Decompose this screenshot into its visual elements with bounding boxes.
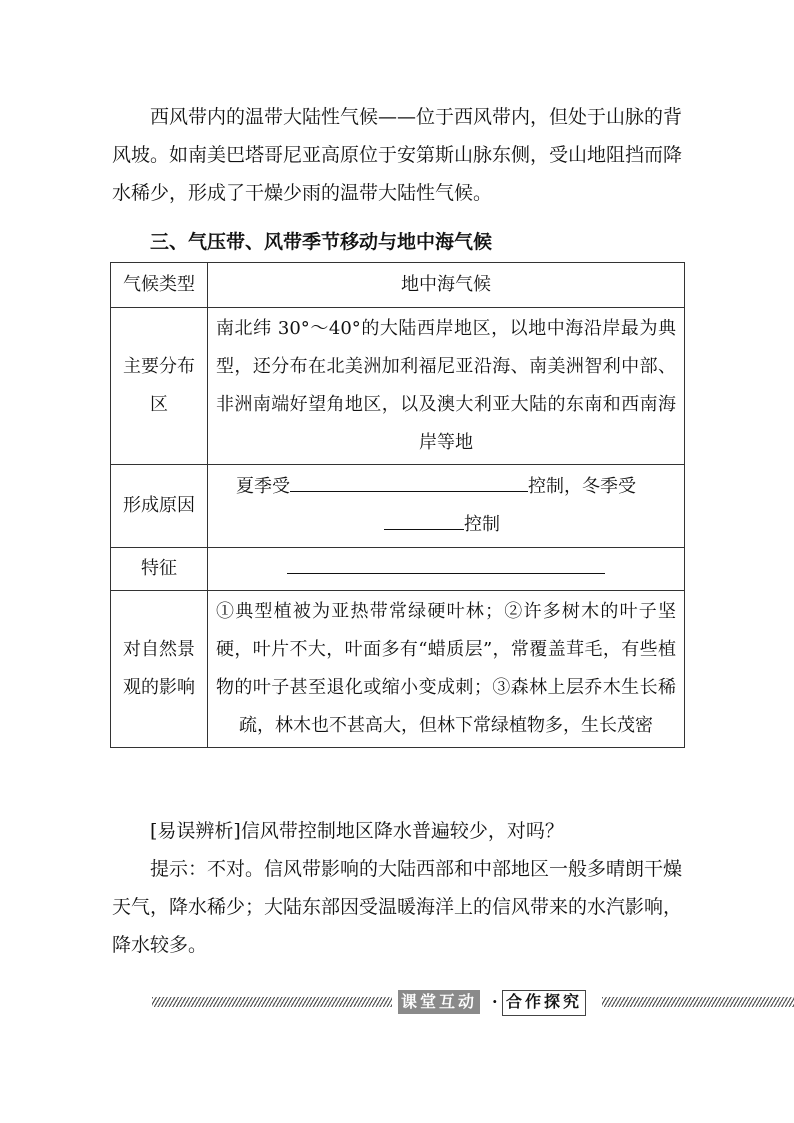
table-row — [111, 465, 685, 548]
impact-value-cell: ①典型植被为亚热带常绿硬叶林；②许多树木的叶子坚硬，叶片不大，叶面多有“蜡质层”，常覆盖茸毛，有些植物的叶子甚至退化或缩小变成刺；③森林上层乔木生长稀疏，林木也不甚高大，但林下常绿植物多，生长茂密 — [208, 591, 685, 748]
header-value-cell: 地中海气候 — [208, 263, 685, 308]
table-row — [111, 548, 685, 591]
impact-label-cell: 对自然景观的影响 — [111, 591, 208, 748]
distribution-label-cell: 主要分布区 — [111, 308, 208, 465]
table-row — [111, 263, 685, 308]
header-label-cell: 气候类型 — [111, 263, 208, 308]
feature-answer-blank[interactable] — [287, 553, 605, 574]
feature-value-cell — [208, 548, 685, 591]
climate-table — [110, 262, 685, 748]
cause-text-control: 控制 — [464, 514, 500, 535]
distribution-value-cell: 南北纬 30°～40°的大陆西岸地区，以地中海沿岸最为典型，还分布在北美洲加利福尼亚沿海、南美洲智利中部、非洲南端好望角地区，以及澳大利亚大陆的东南和西南海岸等地 — [208, 308, 685, 465]
table-row — [111, 591, 685, 748]
banner-dot: · — [492, 992, 498, 1011]
cause-text-winter: 控制，冬季受 — [528, 476, 636, 497]
section-heading: 三、气压带、风带季节移动与地中海气候 — [150, 231, 493, 253]
intro-paragraph: 西风带内的温带大陆性气候——位于西风带内，但处于山脉的背风坡。如南美巴塔哥尼亚高原位于安第斯山脉东侧，受山地阻挡而降水稀少，形成了干燥少雨的温带大陆性气候。 — [112, 106, 683, 204]
banner-tag-classroom: 课堂互动 — [398, 990, 480, 1014]
section-banner — [150, 988, 650, 1016]
feature-label-cell: 特征 — [111, 548, 208, 591]
cause-text-summer: 夏季受 — [236, 476, 290, 497]
summer-answer-blank[interactable] — [290, 471, 528, 492]
banner-tag-explore: 合作探究 — [502, 990, 586, 1016]
pitfall-question: [易误辨析]信风带控制地区降水普遍较少，对吗？ — [150, 820, 564, 842]
pitfall-answer: 提示：不对。信风带影响的大陆西部和中部地区一般多晴朗干燥天气，降水稀少；大陆东部因受温暖海洋上的信风带来的水汽影响，降水较多。 — [112, 858, 683, 956]
table-row — [111, 308, 685, 465]
cause-value-cell — [208, 465, 685, 548]
winter-answer-blank[interactable] — [384, 509, 464, 530]
banner-hatch-left — [152, 997, 392, 1007]
cause-label-cell: 形成原因 — [111, 465, 208, 548]
banner-hatch-right — [602, 997, 794, 1007]
